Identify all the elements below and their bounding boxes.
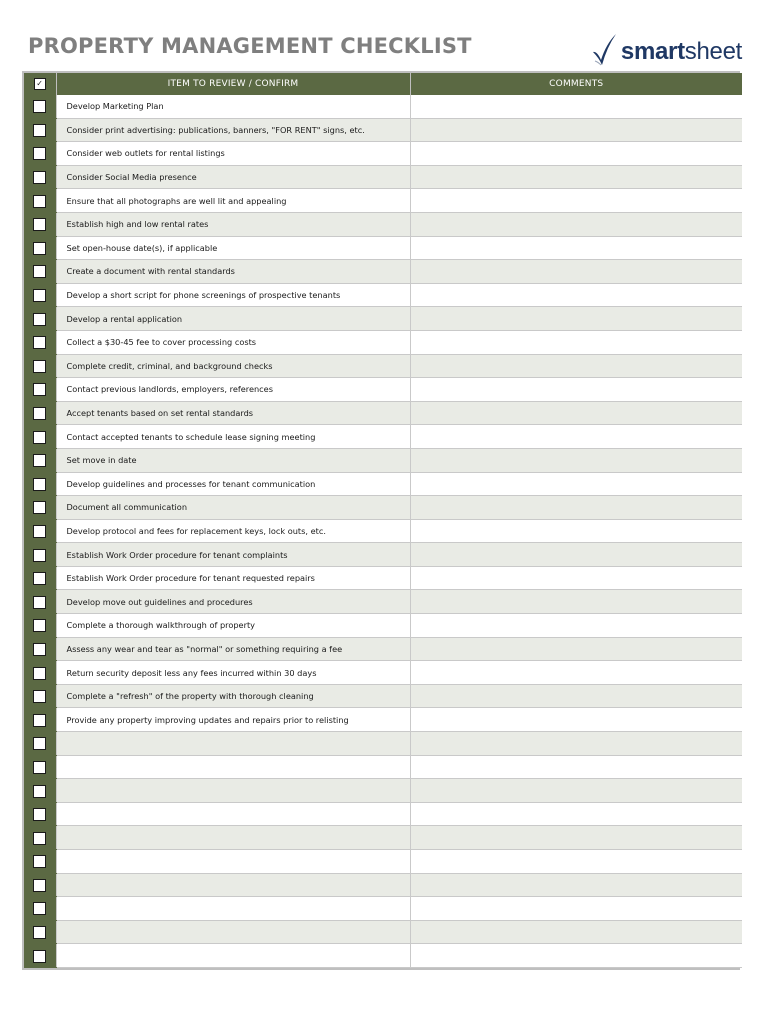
comment-cell[interactable] xyxy=(410,779,742,803)
item-cell[interactable]: Contact accepted tenants to schedule lease signing meeting xyxy=(56,425,410,449)
checkbox-icon[interactable] xyxy=(33,289,46,302)
row-checkbox-cell xyxy=(24,850,56,874)
checkbox-icon[interactable] xyxy=(33,431,46,444)
comment-cell[interactable] xyxy=(410,307,742,331)
item-cell[interactable]: Consider web outlets for rental listings xyxy=(56,142,410,166)
comment-cell[interactable] xyxy=(410,543,742,567)
comment-cell[interactable] xyxy=(410,118,742,142)
comments-column-header: COMMENTS xyxy=(410,73,742,95)
checkbox-icon[interactable] xyxy=(33,336,46,349)
row-checkbox-cell xyxy=(24,212,56,236)
row-checkbox-cell xyxy=(24,920,56,944)
item-cell[interactable]: Develop Marketing Plan xyxy=(56,95,410,118)
item-cell[interactable]: Ensure that all photographs are well lit and appealing xyxy=(56,189,410,213)
item-cell[interactable]: Develop guidelines and processes for tenant communication xyxy=(56,472,410,496)
comment-cell[interactable] xyxy=(410,661,742,685)
row-checkbox-cell xyxy=(24,590,56,614)
row-checkbox-cell xyxy=(24,401,56,425)
table-row xyxy=(24,944,742,968)
item-cell[interactable]: Complete credit, criminal, and background checks xyxy=(56,354,410,378)
logo-text-light: sheet xyxy=(684,38,742,65)
checkbox-icon[interactable] xyxy=(33,195,46,208)
checkbox-icon[interactable] xyxy=(33,454,46,467)
checkbox-icon[interactable] xyxy=(33,147,46,160)
comment-cell[interactable] xyxy=(410,920,742,944)
row-checkbox-cell xyxy=(24,708,56,732)
row-checkbox-cell xyxy=(24,165,56,189)
table-row xyxy=(24,189,742,213)
table-row xyxy=(24,283,742,307)
comment-cell[interactable] xyxy=(410,401,742,425)
table-row xyxy=(24,118,742,142)
comment-cell[interactable] xyxy=(410,189,742,213)
table-row xyxy=(24,448,742,472)
comment-cell[interactable] xyxy=(410,378,742,402)
row-checkbox-cell xyxy=(24,448,56,472)
checkbox-icon[interactable] xyxy=(33,171,46,184)
comment-cell[interactable] xyxy=(410,897,742,921)
checkbox-icon[interactable] xyxy=(33,596,46,609)
comment-cell[interactable] xyxy=(410,448,742,472)
item-cell[interactable]: Establish Work Order procedure for tenant requested repairs xyxy=(56,566,410,590)
table-row xyxy=(24,354,742,378)
checkbox-icon[interactable] xyxy=(33,549,46,562)
row-checkbox-cell xyxy=(24,236,56,260)
table-row xyxy=(24,779,742,803)
table-row xyxy=(24,496,742,520)
checkbox-icon[interactable] xyxy=(33,855,46,868)
row-checkbox-cell xyxy=(24,826,56,850)
row-checkbox-cell xyxy=(24,496,56,520)
checkbox-icon[interactable] xyxy=(33,737,46,750)
row-checkbox-cell xyxy=(24,755,56,779)
row-checkbox-cell xyxy=(24,897,56,921)
comment-cell[interactable] xyxy=(410,566,742,590)
item-cell[interactable]: Develop move out guidelines and procedures xyxy=(56,590,410,614)
row-checkbox-cell xyxy=(24,779,56,803)
table-row xyxy=(24,165,742,189)
page-header xyxy=(22,30,742,70)
checkbox-icon[interactable] xyxy=(33,218,46,231)
item-cell[interactable] xyxy=(56,802,410,826)
checkbox-icon[interactable] xyxy=(33,619,46,632)
item-cell[interactable] xyxy=(56,732,410,756)
table-row xyxy=(24,236,742,260)
row-checkbox-cell xyxy=(24,944,56,968)
checklist-table-container xyxy=(22,71,740,970)
table-row xyxy=(24,826,742,850)
header-checkbox-icon: ✓ xyxy=(34,78,46,90)
row-checkbox-cell xyxy=(24,378,56,402)
table-row xyxy=(24,661,742,685)
comment-cell[interactable] xyxy=(410,142,742,166)
checkbox-icon[interactable] xyxy=(33,407,46,420)
table-row xyxy=(24,920,742,944)
row-checkbox-cell xyxy=(24,95,56,118)
checkbox-icon[interactable] xyxy=(33,313,46,326)
table-row xyxy=(24,472,742,496)
item-cell[interactable]: Collect a $30-45 fee to cover processing costs xyxy=(56,330,410,354)
table-row xyxy=(24,401,742,425)
item-cell[interactable]: Establish high and low rental rates xyxy=(56,212,410,236)
table-row xyxy=(24,637,742,661)
item-cell[interactable]: Document all communication xyxy=(56,496,410,520)
comment-cell[interactable] xyxy=(410,95,742,118)
comment-cell[interactable] xyxy=(410,614,742,638)
comment-cell[interactable] xyxy=(410,165,742,189)
row-checkbox-cell xyxy=(24,354,56,378)
row-checkbox-cell xyxy=(24,472,56,496)
checkbox-icon[interactable] xyxy=(33,785,46,798)
logo-wordmark xyxy=(621,38,742,66)
item-cell[interactable] xyxy=(56,920,410,944)
table-row xyxy=(24,755,742,779)
row-checkbox-cell xyxy=(24,802,56,826)
checkmark-logo-icon xyxy=(590,32,618,66)
comment-cell[interactable] xyxy=(410,519,742,543)
checkbox-icon[interactable] xyxy=(33,879,46,892)
item-cell[interactable] xyxy=(56,944,410,968)
row-checkbox-cell xyxy=(24,118,56,142)
smartsheet-logo xyxy=(590,30,742,66)
checkbox-icon[interactable] xyxy=(33,265,46,278)
logo-text-bold: smart xyxy=(620,38,685,65)
table-row xyxy=(24,873,742,897)
item-cell[interactable]: Consider print advertising: publications, banners, "FOR RENT" signs, etc. xyxy=(56,118,410,142)
row-checkbox-cell xyxy=(24,425,56,449)
page-title: PROPERTY MANAGEMENT CHECKLIST xyxy=(28,34,472,58)
checkbox-icon[interactable] xyxy=(33,902,46,915)
item-cell[interactable] xyxy=(56,897,410,921)
table-row xyxy=(24,425,742,449)
table-row xyxy=(24,732,742,756)
comment-cell[interactable] xyxy=(410,873,742,897)
item-cell[interactable]: Create a document with rental standards xyxy=(56,260,410,284)
table-row xyxy=(24,708,742,732)
row-checkbox-cell xyxy=(24,283,56,307)
table-row xyxy=(24,260,742,284)
item-cell[interactable] xyxy=(56,779,410,803)
table-row xyxy=(24,543,742,567)
checkbox-icon[interactable] xyxy=(33,572,46,585)
comment-cell[interactable] xyxy=(410,212,742,236)
table-row xyxy=(24,614,742,638)
checkbox-icon[interactable] xyxy=(33,761,46,774)
checkbox-icon[interactable] xyxy=(33,100,46,113)
comment-cell[interactable] xyxy=(410,354,742,378)
row-checkbox-cell xyxy=(24,661,56,685)
checkbox-icon[interactable] xyxy=(33,478,46,491)
checkbox-icon[interactable] xyxy=(33,950,46,963)
item-cell[interactable] xyxy=(56,826,410,850)
checkbox-icon[interactable] xyxy=(33,690,46,703)
checkbox-icon[interactable] xyxy=(33,832,46,845)
table-row xyxy=(24,850,742,874)
table-row xyxy=(24,307,742,331)
row-checkbox-cell xyxy=(24,614,56,638)
checkbox-icon[interactable] xyxy=(33,383,46,396)
table-row xyxy=(24,802,742,826)
comment-cell[interactable] xyxy=(410,732,742,756)
row-checkbox-cell xyxy=(24,330,56,354)
item-cell[interactable]: Develop a short script for phone screenings of prospective tenants xyxy=(56,283,410,307)
row-checkbox-cell xyxy=(24,189,56,213)
check-column-header xyxy=(24,73,56,95)
comment-cell[interactable] xyxy=(410,802,742,826)
comment-cell[interactable] xyxy=(410,283,742,307)
checkbox-icon[interactable] xyxy=(33,360,46,373)
item-cell[interactable] xyxy=(56,755,410,779)
item-column-header: ITEM TO REVIEW / CONFIRM xyxy=(56,73,410,95)
table-row xyxy=(24,684,742,708)
checkbox-icon[interactable] xyxy=(33,501,46,514)
item-cell[interactable]: Complete a thorough walkthrough of property xyxy=(56,614,410,638)
row-checkbox-cell xyxy=(24,566,56,590)
item-cell[interactable]: Complete a "refresh" of the property with thorough cleaning xyxy=(56,684,410,708)
comment-cell[interactable] xyxy=(410,425,742,449)
table-row xyxy=(24,330,742,354)
table-row xyxy=(24,212,742,236)
checkbox-icon[interactable] xyxy=(33,643,46,656)
comment-cell[interactable] xyxy=(410,472,742,496)
checkbox-icon[interactable] xyxy=(33,124,46,137)
item-cell[interactable]: Provide any property improving updates and repairs prior to relisting xyxy=(56,708,410,732)
item-cell[interactable]: Contact previous landlords, employers, references xyxy=(56,378,410,402)
table-row xyxy=(24,519,742,543)
checkbox-icon[interactable] xyxy=(33,242,46,255)
checkbox-icon[interactable] xyxy=(33,667,46,680)
item-cell[interactable]: Develop protocol and fees for replacement keys, lock outs, etc. xyxy=(56,519,410,543)
comment-cell[interactable] xyxy=(410,708,742,732)
comment-cell[interactable] xyxy=(410,590,742,614)
comment-cell[interactable] xyxy=(410,755,742,779)
row-checkbox-cell xyxy=(24,873,56,897)
checkbox-icon[interactable] xyxy=(33,714,46,727)
item-cell[interactable]: Return security deposit less any fees incurred within 30 days xyxy=(56,661,410,685)
row-checkbox-cell xyxy=(24,260,56,284)
table-header-row xyxy=(24,73,742,95)
row-checkbox-cell xyxy=(24,142,56,166)
comment-cell[interactable] xyxy=(410,330,742,354)
checkbox-icon[interactable] xyxy=(33,926,46,939)
comment-cell[interactable] xyxy=(410,236,742,260)
checkbox-icon[interactable] xyxy=(33,808,46,821)
item-cell[interactable]: Develop a rental application xyxy=(56,307,410,331)
comment-cell[interactable] xyxy=(410,850,742,874)
row-checkbox-cell xyxy=(24,637,56,661)
row-checkbox-cell xyxy=(24,307,56,331)
row-checkbox-cell xyxy=(24,519,56,543)
table-body xyxy=(24,95,742,967)
item-cell[interactable] xyxy=(56,850,410,874)
row-checkbox-cell xyxy=(24,543,56,567)
checklist-table xyxy=(24,73,742,968)
checkbox-icon[interactable] xyxy=(33,525,46,538)
comment-cell[interactable] xyxy=(410,684,742,708)
item-cell[interactable]: Assess any wear and tear as "normal" or something requiring a fee xyxy=(56,637,410,661)
table-row xyxy=(24,897,742,921)
comment-cell[interactable] xyxy=(410,826,742,850)
item-cell[interactable]: Set open-house date(s), if applicable xyxy=(56,236,410,260)
table-row xyxy=(24,590,742,614)
comment-cell[interactable] xyxy=(410,637,742,661)
item-cell[interactable] xyxy=(56,873,410,897)
table-row xyxy=(24,95,742,118)
comment-cell[interactable] xyxy=(410,496,742,520)
comment-cell[interactable] xyxy=(410,944,742,968)
table-row xyxy=(24,378,742,402)
item-cell[interactable]: Consider Social Media presence xyxy=(56,165,410,189)
comment-cell[interactable] xyxy=(410,260,742,284)
table-row xyxy=(24,566,742,590)
table-row xyxy=(24,142,742,166)
item-cell[interactable]: Set move in date xyxy=(56,448,410,472)
row-checkbox-cell xyxy=(24,684,56,708)
item-cell[interactable]: Establish Work Order procedure for tenant complaints xyxy=(56,543,410,567)
item-cell[interactable]: Accept tenants based on set rental standards xyxy=(56,401,410,425)
row-checkbox-cell xyxy=(24,732,56,756)
